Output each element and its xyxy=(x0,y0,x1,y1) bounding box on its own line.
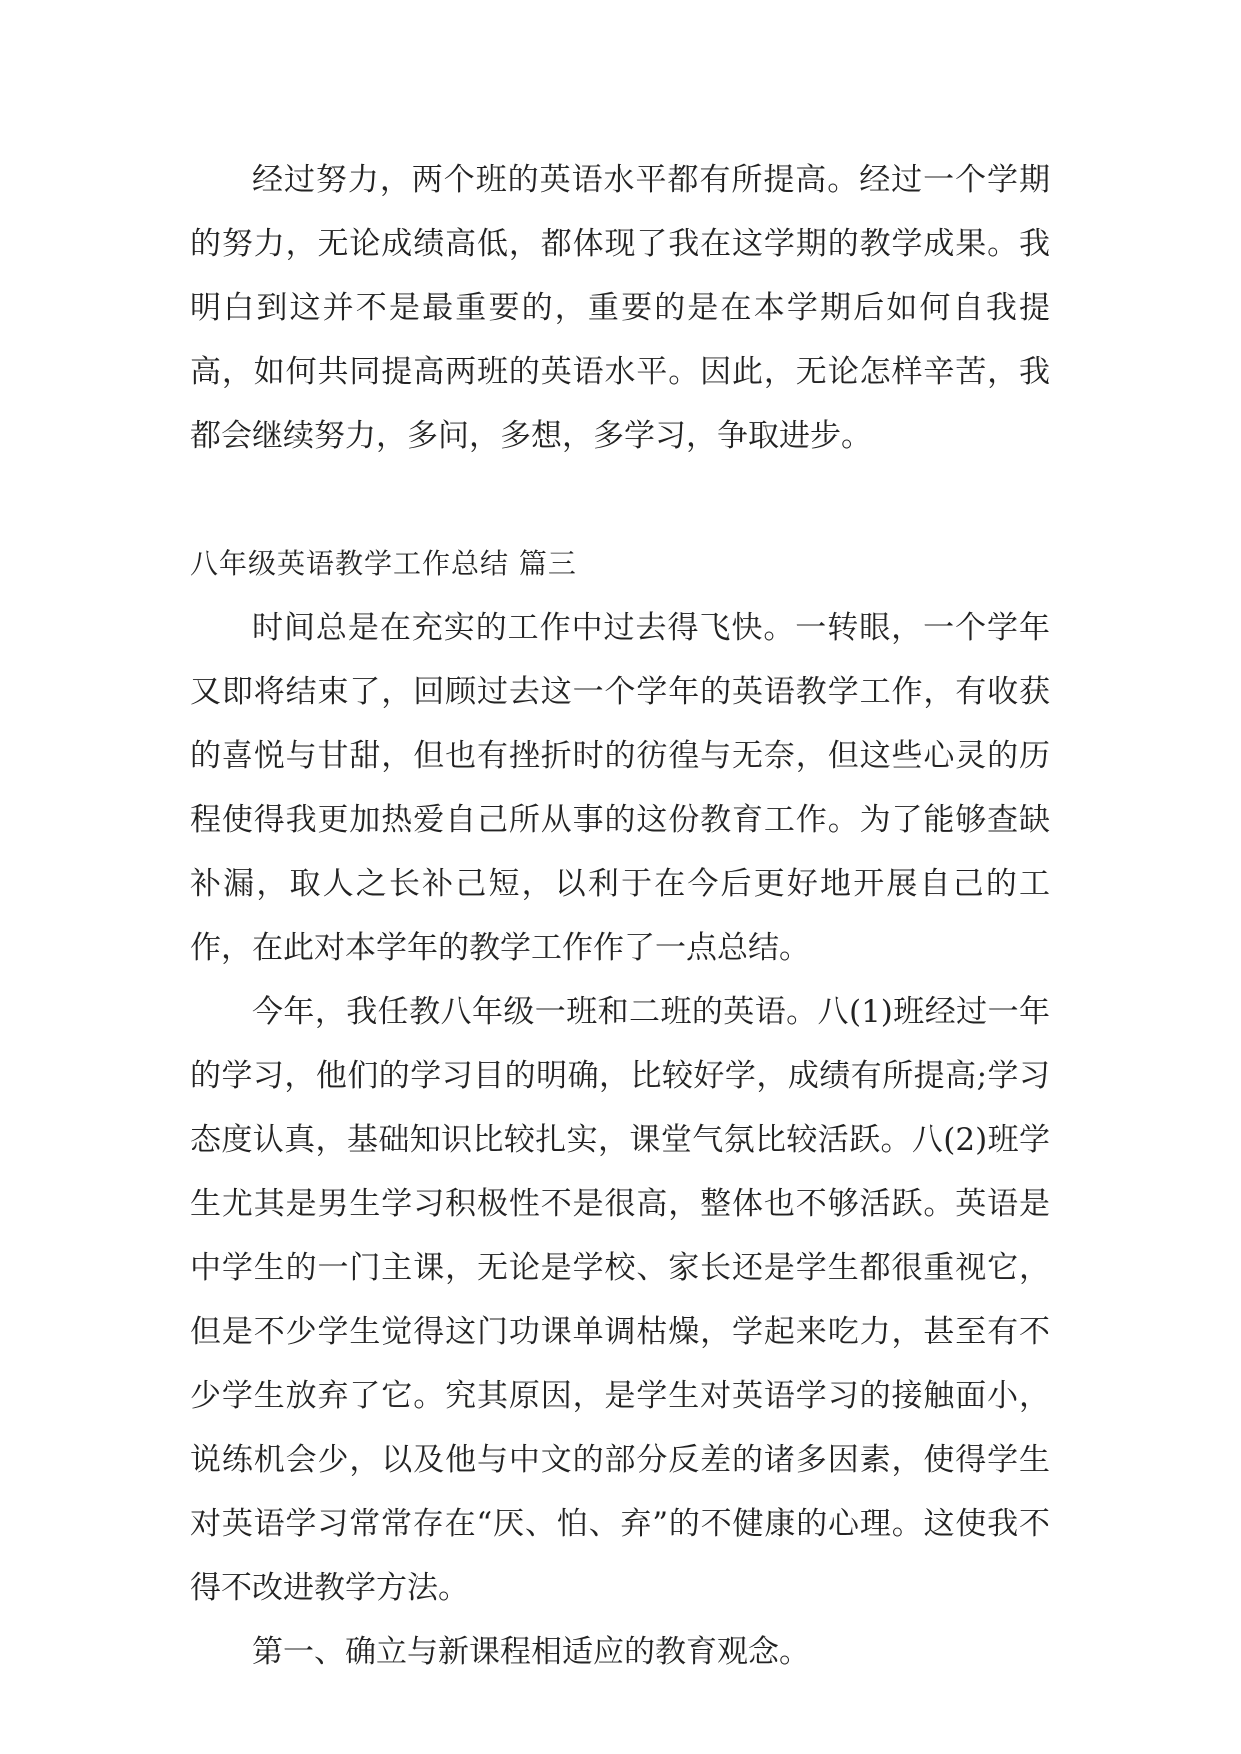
paragraph-effort-summary: 经过努力，两个班的英语水平都有所提高。经过一个学期的努力，无论成绩高低，都体现了我在这学期的教学成果。我明白到这并不是最重要的，重要的是在本学期后如何自我提高，如何共同提高两班的英语水平。因此，无论怎样辛苦，我都会继续努力，多问，多想，多学习，争取进步。 xyxy=(190,162,1050,454)
document-page xyxy=(190,148,1050,1684)
paragraph-introduction: 时间总是在充实的工作中过去得飞快。一转眼，一个学年又即将结束了，回顾过去这一个学年的英语教学工作，有收获的喜悦与甘甜，但也有挫折时的彷徨与无奈，但这些心灵的历程使得我更加热爱自己所从事的这份教育工作。为了能够查缺补漏，取人之长补己短，以利于在今后更好地开展自己的工作，在此对本学年的教学工作作了一点总结。 xyxy=(190,610,1050,966)
paragraph-class-situation: 今年，我任教八年级一班和二班的英语。八(1)班经过一年的学习，他们的学习目的明确，比较好学，成绩有所提高;学习态度认真，基础知识比较扎实，课堂气氛比较活跃。八(2)班学生尤其是男生学习积极性不是很高，整体也不够活跃。英语是中学生的一门主课，无论是学校、家长还是学生都很重视它，但是不少学生觉得这门功课单调枯燥，学起来吃力，甚至有不少学生放弃了它。究其原因，是学生对英语学习的接触面小，说练机会少，以及他与中文的部分反差的诸多因素，使得学生对英语学习常常存在“厌、怕、弃”的不健康的心理。这使我不得不改进教学方法。 xyxy=(190,994,1050,1606)
section-heading: 八年级英语教学工作总结 篇三 xyxy=(190,547,577,580)
paragraph-first-point: 第一、确立与新课程相适应的教育观念。 xyxy=(252,1634,810,1670)
